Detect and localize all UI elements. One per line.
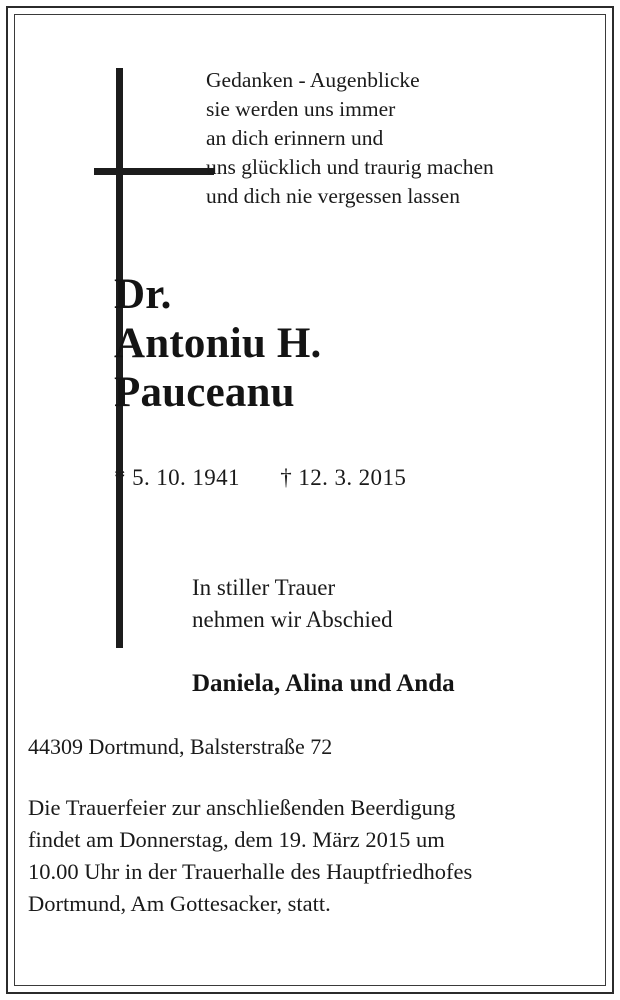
death-date: 12. 3. 2015	[298, 465, 407, 490]
notice-line-3: 10.00 Uhr in der Trauerhalle des Hauptfriedhofes	[28, 859, 473, 884]
funeral-notice	[28, 792, 592, 920]
mourning-line-1: In stiller Trauer	[192, 575, 336, 600]
birth-symbol: *	[114, 465, 126, 490]
memorial-poem	[206, 66, 606, 211]
mourning-text	[192, 572, 393, 636]
mourning-line-2: nehmen wir Abschied	[192, 607, 393, 632]
life-dates	[114, 465, 406, 491]
notice-line-2: findet am Donnerstag, dem 19. März 2015 um	[28, 827, 445, 852]
name-line-last: Pauceanu	[114, 369, 295, 416]
name-line-first: Antoniu H.	[114, 320, 322, 367]
poem-line-3: an dich erinnern und	[206, 126, 384, 150]
family-names: Daniela, Alina und Anda	[192, 670, 455, 697]
name-line-title: Dr.	[114, 271, 172, 318]
cross-horizontal-bar	[94, 168, 214, 175]
poem-line-1: Gedanken - Augenblicke	[206, 68, 420, 92]
death-symbol: †	[280, 465, 293, 490]
notice-line-1: Die Trauerfeier zur anschließenden Beerdigung	[28, 795, 456, 820]
notice-content	[22, 22, 598, 978]
poem-line-4: uns glücklich und traurig machen	[206, 155, 494, 179]
address-line: 44309 Dortmund, Balsterstraße 72	[28, 734, 333, 759]
poem-line-2: sie werden uns immer	[206, 97, 396, 121]
poem-line-5: und dich nie vergessen lassen	[206, 184, 460, 208]
birth-date: 5. 10. 1941	[132, 465, 240, 490]
notice-line-4: Dortmund, Am Gottesacker, statt.	[28, 891, 331, 916]
deceased-name	[114, 270, 594, 417]
